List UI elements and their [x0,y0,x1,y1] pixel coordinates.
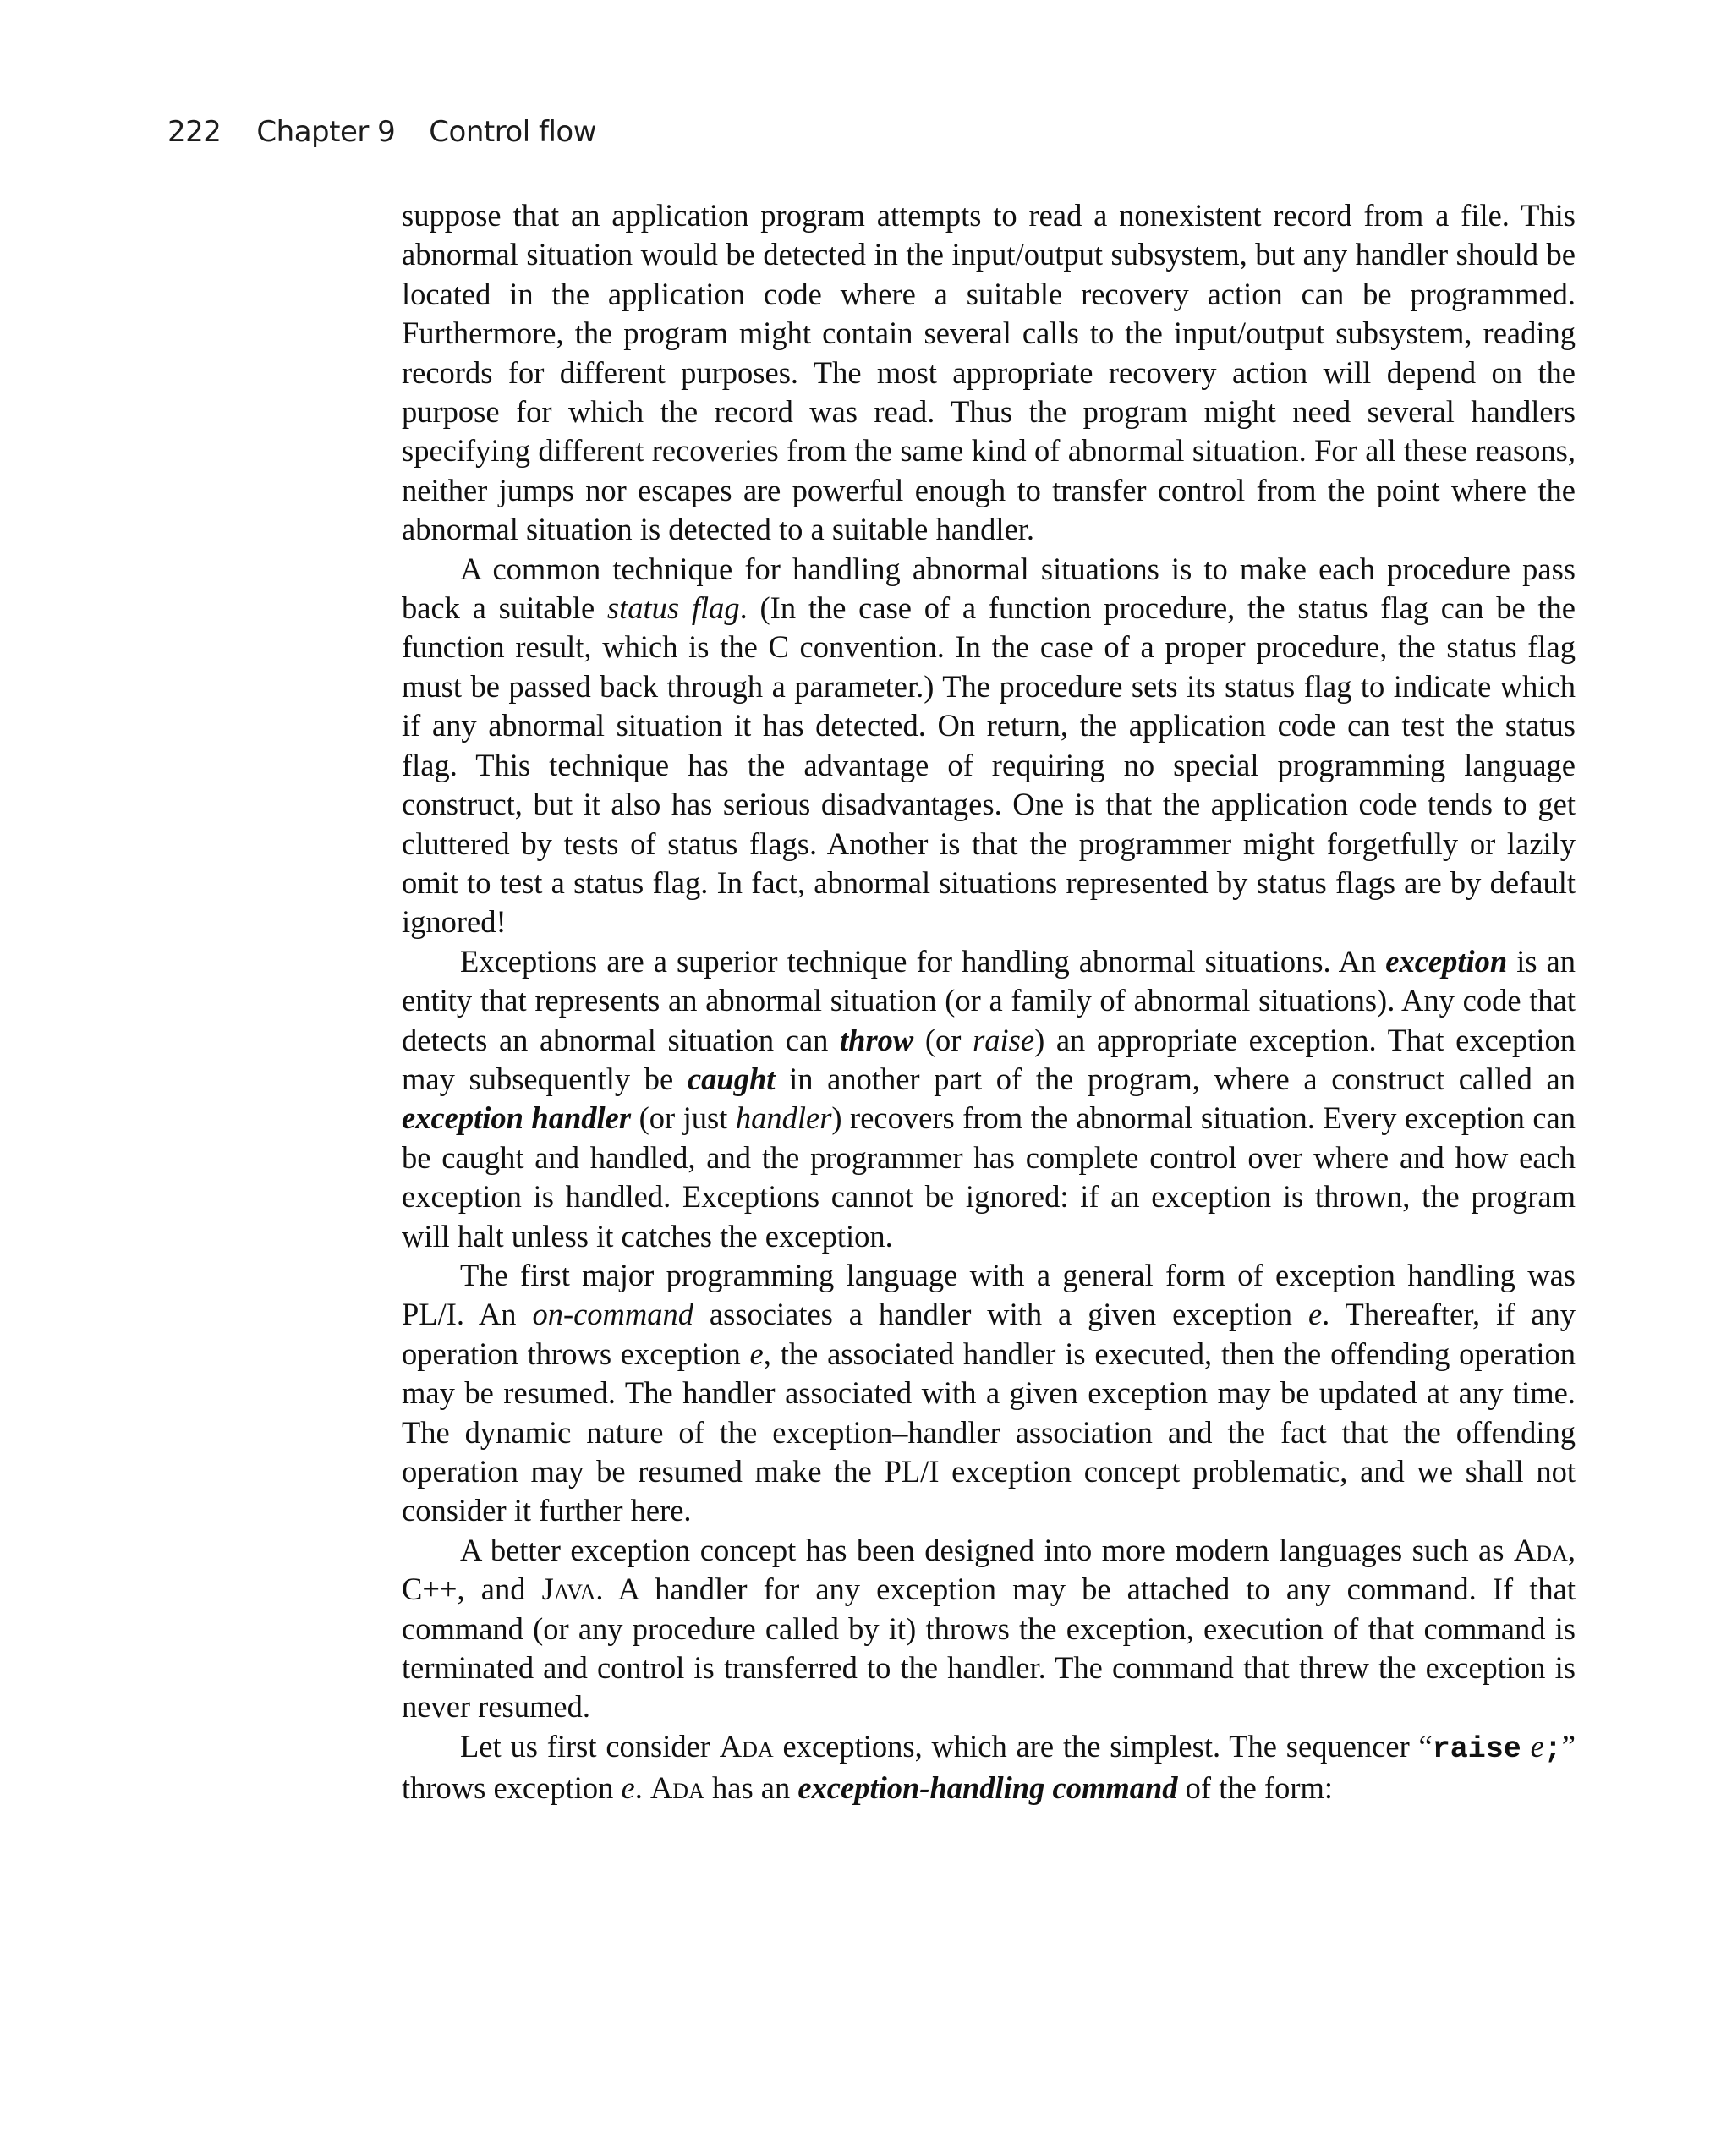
running-head [167,115,596,149]
term-status-flag: status flag [606,590,740,626]
p3-text-a: Exceptions are a superior technique for handling abnormal situations. An [460,943,1386,979]
body-text [402,196,1576,1808]
p3-text-b: is an entity that represents an abnormal situation (or a family of abnormal situations). Any code that detects an abnormal situation can [402,943,1576,1057]
p5-text-a: A better exception concept has been designed into more modern languages such as [460,1532,1514,1567]
term-exception-handler: exception handler [402,1100,632,1136]
p6-text-b: exceptions, which are the simplest. The sequencer “ [773,1728,1433,1764]
lang-java: Java [541,1572,596,1607]
chapter-label: Chapter 9 [256,115,396,149]
p5-text-c: . A handler for any exception may be attached to any command. If that command (or any procedure called by it) throws the exception, execution of that command is terminated and control is transferred to the handler. The command that threw the exception is never resumed. [402,1572,1576,1725]
p6-text-d: . [634,1770,650,1806]
section-title: Control flow [429,115,597,149]
p3-text-g: ) recovers from the abnormal situation. Every exception can be caught and handled, and the programmer has complete control over where and how each exception is handled. Exceptions cannot be ignored: if an exception is thrown, the program will halt unless it catches the exception. [402,1100,1576,1254]
var-e: e [1307,1297,1323,1332]
p2-text-a: A common technique for handling abnormal situations is to make each procedure pass back a suitable [402,551,1576,626]
p4-text-d: , the associated handler is executed, then the offending operation may be resumed. The handler associated with a given exception may be updated at any time. The dynamic nature of the exception–handler association and the fact that the offending operation may be resumed make the PL/I exception concept problematic, and we shall not consider it further here. [402,1336,1576,1528]
paragraph-3 [402,942,1576,1256]
term-throw: throw [840,1022,914,1057]
p6-text-g: of the form: [1177,1770,1334,1806]
var-e: e [749,1336,764,1371]
p4-text-a: The first major programming language with a general form of exception handling was PL/I. An [402,1257,1576,1332]
paragraph-1 [402,196,1576,550]
term-on-command: on-command [532,1297,694,1332]
p4-text-c: . Thereafter, if any operation throws exception [402,1297,1576,1371]
lang-ada: Ada [650,1770,704,1806]
paragraph-4 [402,1256,1576,1531]
paragraph-5 [402,1531,1576,1727]
lang-ada: Ada [1513,1532,1568,1567]
page-number: 222 [167,115,222,149]
paragraph-2 [402,550,1576,942]
code-semicolon: ; [1543,1731,1562,1766]
p3-text-c: (or [913,1022,973,1057]
p2-text-b: . (In the case of a function procedure, the status flag can be the function result, which is the C convention. In the case of a proper procedure, the status flag must be passed back through a parameter.) The procedure sets its status flag to indicate which if any abnormal situation it has detected. On return, the application code can test the status flag. This technique has the advantage of requiring no special programming language construct, but it also has serious disadvantages. One is that the application code tends to get cluttered by tests of status flags. Another is that the programmer might forgetfully or lazily omit to test a status flag. In fact, abnormal situations represented by status flags are by default ignored! [402,590,1576,940]
p1-text: suppose that an application program attempts to read a nonexistent record from a file. This abnormal situation would be detected in the input/output subsystem, but any handler should be located in the application code where a suitable recovery action can be programmed. Furthermore, the program might contain several calls to the input/output subsystem, reading records for different purposes. The most appropriate recovery action will depend on the purpose for which the record was read. Thus the program might need several handlers specifying different recoveries from the same kind of abnormal situation. For all these reasons, neither jumps nor escapes are powerful enough to transfer control from the point where the abnormal situation is detected to a suitable handler. [402,198,1576,547]
paragraph-6 [402,1727,1576,1808]
p3-text-e: in another part of the program, where a construct called an [775,1061,1576,1096]
var-e: e [621,1770,635,1806]
p3-text-d: ) an appropriate exception. That exception may subsequently be [402,1022,1576,1096]
term-raise: raise [973,1022,1035,1057]
p6-text-c: ” throws exception [402,1728,1576,1806]
term-caught: caught [687,1061,776,1096]
p6-text-f: has an [704,1770,798,1806]
term-exception: exception [1385,943,1508,979]
p3-text-f: (or just [631,1100,736,1136]
lang-ada: Ada [719,1728,774,1764]
term-handler: handler [735,1100,832,1136]
term-exception-handling-command: exception-handling command [797,1770,1178,1806]
p5-text-b: , C++, and [402,1532,1576,1607]
code-var-e: e [1530,1728,1544,1764]
code-raise-keyword: raise [1432,1731,1521,1766]
p4-text-b: associates a handler with a given exception [693,1297,1308,1332]
p6-text-a: Let us first consider [460,1728,720,1764]
